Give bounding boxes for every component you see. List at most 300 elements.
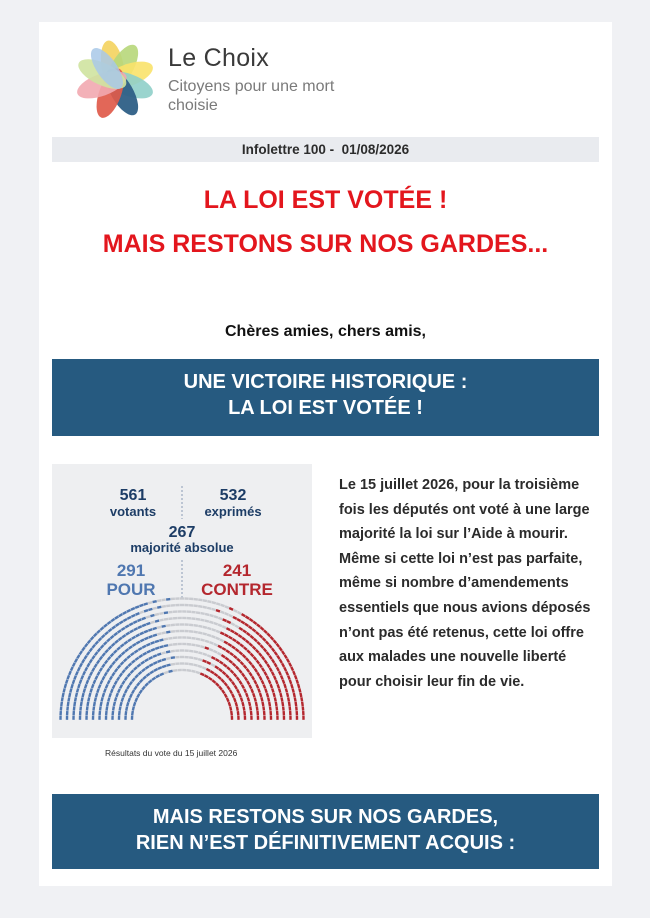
- seat: [101, 663, 105, 668]
- seat: [93, 633, 98, 638]
- seat: [145, 665, 150, 669]
- seat: [106, 638, 111, 643]
- seat: [232, 638, 237, 642]
- seat: [280, 697, 283, 702]
- seat: [95, 693, 98, 698]
- seat: [175, 662, 179, 665]
- seat: [221, 689, 225, 694]
- seat: [243, 688, 247, 693]
- seat: [146, 643, 151, 647]
- seat: [214, 665, 219, 669]
- seat: [123, 641, 128, 645]
- seat: [239, 643, 244, 648]
- seat: [180, 649, 184, 651]
- seat: [140, 661, 145, 665]
- seat: [153, 661, 158, 665]
- seat: [79, 716, 81, 720]
- seat: [273, 675, 277, 680]
- seat: [224, 612, 229, 616]
- seat: [204, 674, 209, 678]
- seat: [59, 711, 62, 715]
- seat: [178, 617, 182, 619]
- seat: [294, 702, 297, 706]
- seat: [226, 685, 230, 690]
- seat: [131, 711, 134, 715]
- seat: [215, 637, 220, 641]
- seat: [226, 620, 231, 624]
- seat: [236, 641, 241, 645]
- seat: [162, 665, 167, 669]
- seat: [240, 697, 244, 702]
- seat: [255, 684, 259, 689]
- seat: [250, 711, 253, 715]
- seat: [141, 686, 146, 691]
- seat: [113, 649, 118, 654]
- seat: [263, 629, 268, 634]
- seat: [91, 684, 95, 689]
- seat: [131, 659, 136, 664]
- seat: [152, 607, 157, 610]
- seat: [73, 675, 77, 680]
- seat: [79, 650, 83, 655]
- seat: [110, 689, 114, 694]
- seat: [246, 668, 250, 673]
- seat: [211, 608, 216, 611]
- seat: [157, 653, 162, 657]
- seat: [103, 641, 108, 646]
- seat: [73, 706, 76, 710]
- seat: [146, 650, 151, 654]
- seat: [84, 643, 88, 648]
- seat: [87, 697, 90, 702]
- seat: [136, 693, 140, 698]
- seat: [200, 618, 205, 621]
- seat: [238, 634, 243, 638]
- seat: [266, 651, 270, 656]
- seat: [202, 659, 207, 663]
- seat: [295, 706, 298, 710]
- seat: [282, 706, 285, 710]
- seat: [153, 633, 158, 637]
- seat: [142, 623, 147, 627]
- article-text: Le 15 juillet 2026, pour la troisième fois les députés ont voté à une large majorité la loi sur l’Aide à mourir. Même si cette loi n’est pas parfaite, même si nombre d’amendements essentiels que nous avions déposés n’ont pas été retenus, cette loi offre aux malades une nouvelle liberté pour choisir leur fin de vie.: [339, 477, 591, 690]
- seat: [248, 625, 253, 629]
- seat: [129, 681, 133, 686]
- seat: [261, 667, 265, 672]
- seat: [98, 684, 102, 689]
- seat: [281, 663, 285, 668]
- seat: [72, 662, 76, 667]
- seat: [243, 646, 248, 651]
- seat: [108, 628, 113, 632]
- seat: [288, 706, 291, 710]
- seat: [228, 614, 233, 618]
- seat: [134, 649, 139, 653]
- seat: [142, 675, 147, 680]
- seat: [111, 625, 116, 629]
- seat: [245, 657, 250, 662]
- seat: [216, 630, 221, 634]
- seat: [139, 610, 144, 614]
- seat: [62, 688, 65, 693]
- seat: [203, 599, 208, 602]
- seat: [155, 619, 160, 622]
- seat: [243, 711, 246, 715]
- seat: [245, 615, 250, 619]
- seat: [73, 702, 76, 707]
- seat: [166, 663, 171, 666]
- seat: [180, 623, 184, 625]
- contre-label: CONTRE: [201, 580, 273, 599]
- seat: [144, 637, 149, 641]
- seat: [150, 621, 155, 625]
- seat: [131, 614, 136, 618]
- seat: [278, 688, 282, 693]
- seat: [191, 611, 195, 614]
- seat: [257, 688, 261, 693]
- seat: [136, 682, 141, 687]
- seat: [241, 702, 244, 707]
- seat: [97, 648, 102, 653]
- seat: [240, 620, 245, 624]
- seat: [236, 689, 240, 694]
- seat: [67, 702, 70, 706]
- exprimes-label: exprimés: [204, 504, 262, 519]
- seat: [125, 706, 128, 711]
- seat: [85, 716, 88, 720]
- seat: [132, 706, 135, 711]
- seat: [134, 697, 138, 702]
- seat: [130, 669, 135, 674]
- seat: [69, 688, 72, 693]
- seat: [92, 706, 95, 710]
- seat: [276, 711, 279, 715]
- seat: [70, 666, 74, 671]
- seat: [263, 671, 267, 676]
- seat: [117, 629, 122, 633]
- seat: [217, 675, 222, 680]
- seat: [287, 675, 291, 680]
- seat: [93, 702, 96, 707]
- seat: [152, 654, 157, 658]
- seat: [104, 649, 109, 654]
- seat: [90, 636, 95, 641]
- seat: [131, 689, 135, 694]
- seat: [222, 625, 227, 629]
- seat: [137, 625, 142, 629]
- seat: [218, 668, 223, 672]
- seat: [127, 673, 132, 678]
- seat: [276, 716, 279, 720]
- seat: [79, 679, 83, 684]
- seat: [114, 697, 118, 702]
- seat: [118, 711, 121, 715]
- seat: [275, 702, 278, 707]
- seat: [139, 604, 144, 608]
- seat: [66, 675, 70, 680]
- seat: [124, 676, 128, 681]
- seat: [166, 650, 171, 653]
- seat: [242, 706, 245, 711]
- seat: [276, 655, 280, 660]
- seat: [144, 609, 149, 613]
- seat: [225, 674, 230, 679]
- seat: [205, 619, 210, 622]
- seat: [224, 633, 229, 637]
- seat: [256, 641, 261, 646]
- seat: [86, 663, 90, 668]
- seat: [117, 664, 122, 669]
- seat: [226, 697, 230, 702]
- seat: [126, 685, 130, 690]
- seat: [236, 706, 239, 711]
- seat: [139, 689, 143, 694]
- seat: [168, 643, 173, 646]
- seat: [256, 711, 259, 715]
- seat: [220, 604, 225, 608]
- seat: [107, 680, 111, 685]
- seat: [264, 660, 268, 665]
- seat: [67, 697, 70, 702]
- seat: [205, 640, 210, 644]
- seat: [135, 605, 140, 609]
- seat: [243, 664, 248, 669]
- seat: [111, 661, 116, 666]
- seat: [120, 661, 125, 666]
- seat: [233, 673, 238, 678]
- seat: [266, 693, 269, 698]
- seat: [281, 650, 285, 655]
- seat: [157, 626, 162, 629]
- seat: [270, 636, 275, 641]
- seat: [250, 653, 255, 658]
- seat: [151, 677, 156, 681]
- seat: [107, 621, 112, 625]
- seat: [182, 669, 186, 672]
- seat: [184, 623, 188, 626]
- seat: [260, 644, 265, 649]
- seat: [101, 676, 105, 681]
- seat: [148, 608, 153, 611]
- seat: [211, 635, 216, 639]
- seat: [259, 676, 263, 681]
- seat: [124, 689, 128, 694]
- seat: [200, 672, 205, 676]
- le-choix-logo: [69, 40, 157, 118]
- seat: [253, 638, 258, 643]
- seat: [269, 667, 273, 672]
- seat: [119, 702, 122, 707]
- seat: [266, 675, 270, 680]
- seat: [159, 612, 164, 615]
- seat: [229, 607, 234, 611]
- seat: [117, 688, 121, 693]
- seat: [241, 637, 246, 641]
- votants-value: 561: [119, 487, 147, 504]
- seat: [220, 679, 225, 684]
- seat: [289, 711, 292, 715]
- majorite-value: 267: [168, 524, 196, 541]
- seat: [127, 638, 132, 642]
- seat: [114, 615, 119, 619]
- seat: [256, 706, 259, 711]
- seat: [248, 661, 253, 666]
- seat: [143, 602, 148, 606]
- seat: [150, 641, 155, 645]
- seat: [219, 638, 224, 642]
- seat: [198, 605, 203, 608]
- seat: [258, 652, 263, 657]
- seat: [107, 656, 112, 661]
- seat: [274, 651, 278, 656]
- seat: [61, 697, 64, 702]
- seat: [118, 716, 121, 720]
- seat: [184, 630, 188, 633]
- seat: [237, 711, 240, 715]
- seat: [86, 651, 90, 656]
- seat: [255, 631, 260, 636]
- seat: [200, 612, 205, 615]
- seat: [124, 648, 129, 652]
- seat: [149, 670, 154, 674]
- seat: [184, 649, 188, 652]
- seat: [178, 636, 182, 639]
- seat: [246, 680, 250, 685]
- seat: [224, 693, 228, 698]
- seat: [131, 716, 134, 720]
- seat: [271, 659, 275, 664]
- seat: [130, 652, 135, 656]
- seat: [198, 665, 203, 669]
- seat: [124, 716, 127, 720]
- seat: [133, 685, 137, 690]
- seat: [171, 597, 175, 600]
- seat: [211, 601, 216, 604]
- seat: [268, 644, 273, 649]
- seat: [104, 672, 108, 677]
- seat: [289, 679, 293, 684]
- seat: [107, 697, 110, 702]
- seat: [262, 637, 267, 642]
- seat: [213, 622, 218, 626]
- seat: [102, 693, 106, 698]
- seat: [189, 624, 193, 627]
- seat: [62, 693, 65, 698]
- seat: [225, 657, 230, 661]
- seat: [237, 611, 242, 615]
- seat: [100, 697, 103, 702]
- seat: [198, 658, 203, 662]
- seat: [162, 605, 167, 608]
- seat: [189, 630, 193, 633]
- seat: [212, 679, 217, 684]
- seat: [211, 628, 216, 632]
- seat: [285, 688, 288, 693]
- seat: [217, 645, 222, 649]
- seat: [300, 697, 303, 702]
- seat: [295, 679, 299, 684]
- seat: [65, 679, 69, 684]
- exprimes-value: 532: [219, 487, 247, 504]
- vote-caption: Résultats du vote du 15 juillet 2026: [105, 748, 238, 758]
- seat: [175, 623, 179, 626]
- seat: [191, 670, 196, 673]
- seat: [159, 645, 164, 648]
- seat: [218, 686, 223, 691]
- seat: [295, 711, 298, 715]
- seat: [148, 635, 153, 639]
- seat: [105, 684, 109, 689]
- seat: [298, 688, 301, 693]
- pour-label: POUR: [106, 580, 156, 599]
- seat: [228, 636, 233, 640]
- seat: [242, 654, 247, 659]
- seat: [244, 716, 247, 720]
- seat: [233, 698, 237, 703]
- seat: [148, 628, 153, 632]
- seat: [129, 622, 134, 626]
- seat: [222, 618, 227, 622]
- seat: [241, 673, 245, 678]
- seat: [114, 657, 119, 662]
- seat: [196, 644, 201, 647]
- seat: [81, 659, 85, 664]
- seat: [182, 643, 186, 646]
- seat: [180, 597, 184, 599]
- seat: [214, 615, 219, 619]
- pour-value: 291: [116, 561, 146, 580]
- seat: [93, 663, 97, 668]
- seat: [136, 640, 141, 644]
- seat: [110, 618, 115, 622]
- seat: [219, 661, 224, 665]
- seat: [79, 663, 83, 668]
- seat: [159, 672, 164, 676]
- seat: [82, 671, 86, 676]
- seat: [258, 663, 262, 668]
- seat: [229, 652, 234, 656]
- seat: [155, 674, 160, 678]
- seat: [200, 645, 205, 648]
- issue-label: Infolettre 100 - 01/08/2026: [52, 137, 599, 162]
- seat: [99, 680, 103, 685]
- seat: [257, 716, 260, 720]
- seat: [288, 662, 292, 667]
- seat: [96, 629, 101, 634]
- seat: [87, 675, 91, 680]
- seat: [103, 688, 107, 693]
- seat: [228, 702, 232, 707]
- seat: [113, 632, 118, 636]
- seat: [275, 706, 278, 710]
- seat: [196, 671, 201, 675]
- seat: [284, 654, 288, 659]
- seat: [187, 636, 191, 639]
- seat: [230, 711, 233, 715]
- seat: [85, 711, 88, 715]
- seat: [271, 647, 275, 652]
- seat: [159, 638, 164, 641]
- seat: [123, 618, 128, 622]
- seat: [250, 689, 254, 694]
- seat: [161, 598, 166, 601]
- seat: [129, 629, 134, 633]
- seat: [146, 673, 151, 677]
- seat: [211, 656, 216, 660]
- seat: [184, 604, 188, 607]
- seat: [80, 702, 83, 707]
- seat: [133, 627, 138, 631]
